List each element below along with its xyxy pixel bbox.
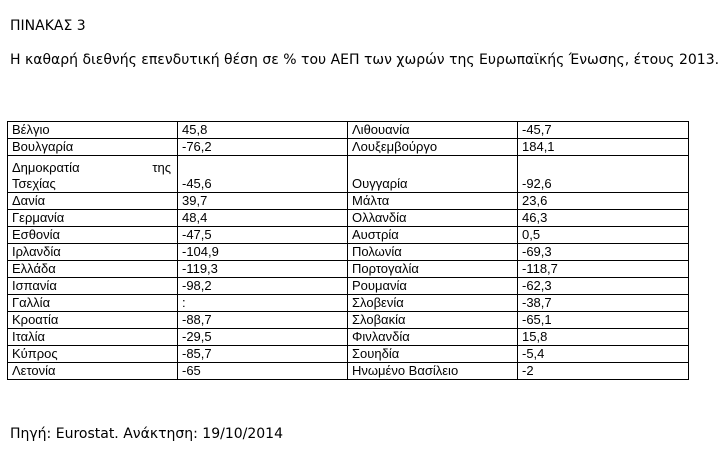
table-row	[8, 329, 689, 346]
value-cell: -88,7	[178, 312, 348, 329]
value-cell: 46,3	[518, 210, 689, 227]
country-cell	[8, 156, 178, 193]
table-row	[8, 122, 689, 139]
country-cell: Βουλγαρία	[8, 139, 178, 156]
country-cell-word: Δημοκρατία	[12, 160, 80, 175]
country-cell: Ιταλία	[8, 329, 178, 346]
country-cell: Ουγγαρία	[348, 156, 518, 193]
country-cell: Φινλανδία	[348, 329, 518, 346]
country-cell-line: Τσεχίας	[12, 176, 56, 191]
country-cell: Ρουμανία	[348, 278, 518, 295]
table-row	[8, 346, 689, 363]
country-cell: Λιθουανία	[348, 122, 518, 139]
table-caption: Η καθαρή διεθνής επενδυτική θέση σε % του ΑΕΠ των χωρών της Ευρωπαϊκής Ένωσης, έτους 2013.	[10, 52, 720, 68]
value-cell: 48,4	[178, 210, 348, 227]
country-cell: Λουξεμβούργο	[348, 139, 518, 156]
country-cell: Σουηδία	[348, 346, 518, 363]
value-cell: 15,8	[518, 329, 689, 346]
value-cell: -38,7	[518, 295, 689, 312]
country-cell: Ισπανία	[8, 278, 178, 295]
value-cell: :	[178, 295, 348, 312]
country-cell: Σλοβακία	[348, 312, 518, 329]
data-table	[7, 121, 689, 380]
country-cell: Πορτογαλία	[348, 261, 518, 278]
table-row	[8, 261, 689, 278]
value-cell: 23,6	[518, 193, 689, 210]
country-cell: Ολλανδία	[348, 210, 518, 227]
value-cell: -118,7	[518, 261, 689, 278]
table-row	[8, 244, 689, 261]
value-cell: -104,9	[178, 244, 348, 261]
country-cell: Ηνωμένο Βασίλειο	[348, 363, 518, 380]
value-cell: -45,6	[178, 156, 348, 193]
table-row	[8, 193, 689, 210]
table-row	[8, 295, 689, 312]
value-cell: -62,3	[518, 278, 689, 295]
country-cell: Βέλγιο	[8, 122, 178, 139]
table-heading: ΠΙΝΑΚΑΣ 3	[10, 18, 86, 34]
country-cell: Γερμανία	[8, 210, 178, 227]
table-row	[8, 278, 689, 295]
value-cell: -47,5	[178, 227, 348, 244]
country-cell-word: της	[152, 160, 171, 175]
value-cell: -65,1	[518, 312, 689, 329]
country-cell: Γαλλία	[8, 295, 178, 312]
country-cell: Σλοβενία	[348, 295, 518, 312]
value-cell: -69,3	[518, 244, 689, 261]
value-cell: -65	[178, 363, 348, 380]
table-row	[8, 363, 689, 380]
value-cell: -92,6	[518, 156, 689, 193]
country-cell: Μάλτα	[348, 193, 518, 210]
value-cell: -76,2	[178, 139, 348, 156]
value-cell: 39,7	[178, 193, 348, 210]
country-cell: Αυστρία	[348, 227, 518, 244]
country-cell: Δανία	[8, 193, 178, 210]
table-row	[8, 139, 689, 156]
value-cell: -2	[518, 363, 689, 380]
country-cell: Κύπρος	[8, 346, 178, 363]
country-cell: Ιρλανδία	[8, 244, 178, 261]
value-cell: -85,7	[178, 346, 348, 363]
table-row	[8, 227, 689, 244]
country-cell: Κροατία	[8, 312, 178, 329]
value-cell: 45,8	[178, 122, 348, 139]
source-note: Πηγή: Eurostat. Ανάκτηση: 19/10/2014	[10, 426, 283, 442]
value-cell: -119,3	[178, 261, 348, 278]
country-cell-line	[12, 160, 177, 176]
value-cell: -5,4	[518, 346, 689, 363]
value-cell: 0,5	[518, 227, 689, 244]
country-cell: Πολωνία	[348, 244, 518, 261]
table-row	[8, 312, 689, 329]
table-row	[8, 210, 689, 227]
value-cell: 184,1	[518, 139, 689, 156]
country-cell: Ελλάδα	[8, 261, 178, 278]
table-row	[8, 156, 689, 193]
value-cell: -98,2	[178, 278, 348, 295]
value-cell: -29,5	[178, 329, 348, 346]
country-cell: Εσθονία	[8, 227, 178, 244]
value-cell: -45,7	[518, 122, 689, 139]
country-cell: Λετονία	[8, 363, 178, 380]
